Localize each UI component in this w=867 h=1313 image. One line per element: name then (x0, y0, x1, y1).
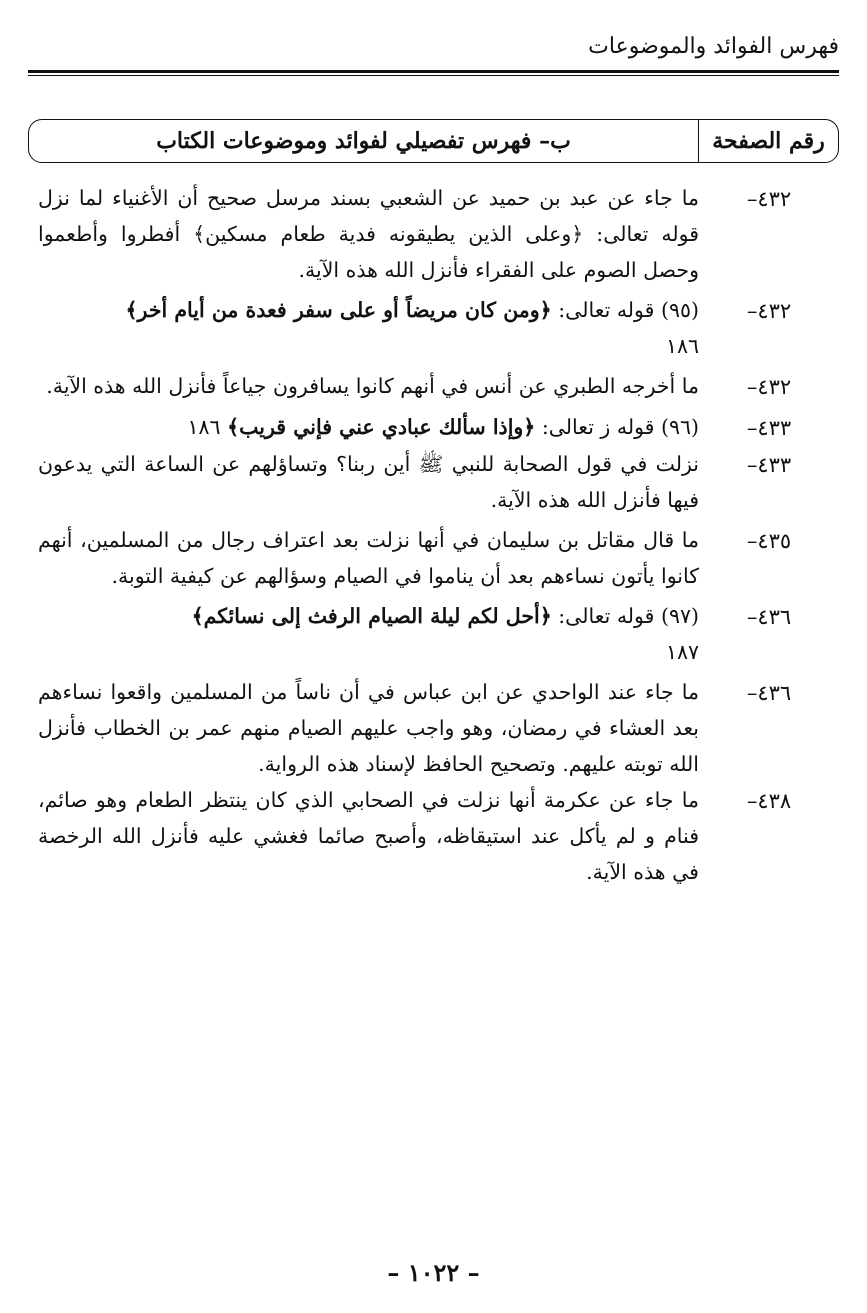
verse-intro: (٩٥) قوله تعالى: (551, 298, 699, 322)
page-number: – ١٠٢٢ – (387, 1258, 480, 1287)
entry-text: ما جاء عن عبد بن حميد عن الشعبي بسند مرسل صحيح أن الأغنياء لما نزل قوله تعالى: ﴿وعلى الذين يطيقونه فدية طعام مسكين﴾ أفطروا وأطعموا وحصل الصوم على الفقراء فأنزل الله هذه الآية. (38, 186, 699, 282)
list-item (38, 674, 839, 782)
list-item (38, 522, 839, 594)
table-header (28, 119, 839, 163)
entry-text: ما قال مقاتل بن سليمان في أنها نزلت بعد اعتراف رجال من المسلمين، أنهم كانوا يأتون نساءهم بعد أن يناموا في الصيام وسؤالهم عن كيفية التوبة. (38, 528, 699, 588)
entry-text (38, 409, 699, 445)
entry-page-number: ٤٣٣– (746, 453, 792, 477)
list-item (38, 292, 839, 364)
list-item (38, 446, 839, 518)
entry-text: نزلت في قول الصحابة للنبي ﷺ أين ربنا؟ وتساؤلهم عن الساعة التي يدعون فيها فأنزل الله هذه الآية. (38, 452, 699, 512)
entry-text: ما جاء عن عكرمة أنها نزلت في الصحابي الذي كان ينتظر الطعام وهو صائم، فنام و لم يأكل عند استيقاظه، وأصبح صائما فغشي عليه فأنزل الله الرخصة في هذه الآية. (38, 788, 699, 884)
entry-text: ما جاء عند الواحدي عن ابن عباس في أن ناساً من المسلمين واقعوا نساءهم بعد العشاء في رمضان، وهو واجب عليهم الصيام منهم عمر بن الخطاب فأنزل الله توبته عليهم. وتصحيح الحافظ لإسناد هذه الرواية. (38, 680, 699, 776)
title-column-header: ب– فهرس تفصيلي لفوائد وموضوعات الكتاب (156, 128, 571, 154)
verse-text: ﴿وإذا سألك عبادي عني فإني قريب﴾ (227, 415, 536, 439)
entry-page-number: ٤٣٦– (746, 605, 792, 629)
verse-number: ١٨٧ (665, 640, 699, 664)
verse-text: ﴿ومن كان مريضاً أو على سفر فعدة من أيام أخر﴾ (125, 298, 552, 322)
entry-page-number: ٤٣٦– (746, 681, 792, 705)
list-item (38, 180, 839, 288)
entry-text (38, 292, 699, 364)
list-item (38, 598, 839, 670)
verse-intro: (٩٧) قوله تعالى: (551, 604, 699, 628)
entry-page-number: ٤٣٣– (746, 416, 792, 440)
entry-page-number: ٤٣٢– (746, 187, 792, 211)
entry-page-number: ٤٣٨– (746, 789, 792, 813)
header-rule-thin (28, 75, 839, 76)
entry-page-number: ٤٣٥– (746, 529, 792, 553)
verse-text: ﴿أحل لكم ليلة الصيام الرفث إلى نسائكم﴾ (191, 604, 552, 628)
entries-list (38, 180, 839, 890)
running-header: فهرس الفوائد والموضوعات (588, 34, 839, 59)
entry-page-number: ٤٣٢– (746, 375, 792, 399)
entry-text (38, 598, 699, 670)
verse-number: ١٨٦ (665, 334, 699, 358)
entry-page-number: ٤٣٢– (746, 299, 792, 323)
list-item (38, 782, 839, 890)
page-column-header: رقم الصفحة (698, 120, 838, 162)
header-rule (28, 70, 839, 73)
list-item (38, 409, 839, 446)
verse-intro: (٩٦) قوله ز تعالى: (535, 415, 699, 439)
list-item (38, 368, 839, 405)
entry-text: ما أخرجه الطبري عن أنس في أنهم كانوا يسافرون جياعاً فأنزل الله هذه الآية. (46, 374, 699, 398)
verse-number: ١٨٦ (187, 415, 228, 439)
